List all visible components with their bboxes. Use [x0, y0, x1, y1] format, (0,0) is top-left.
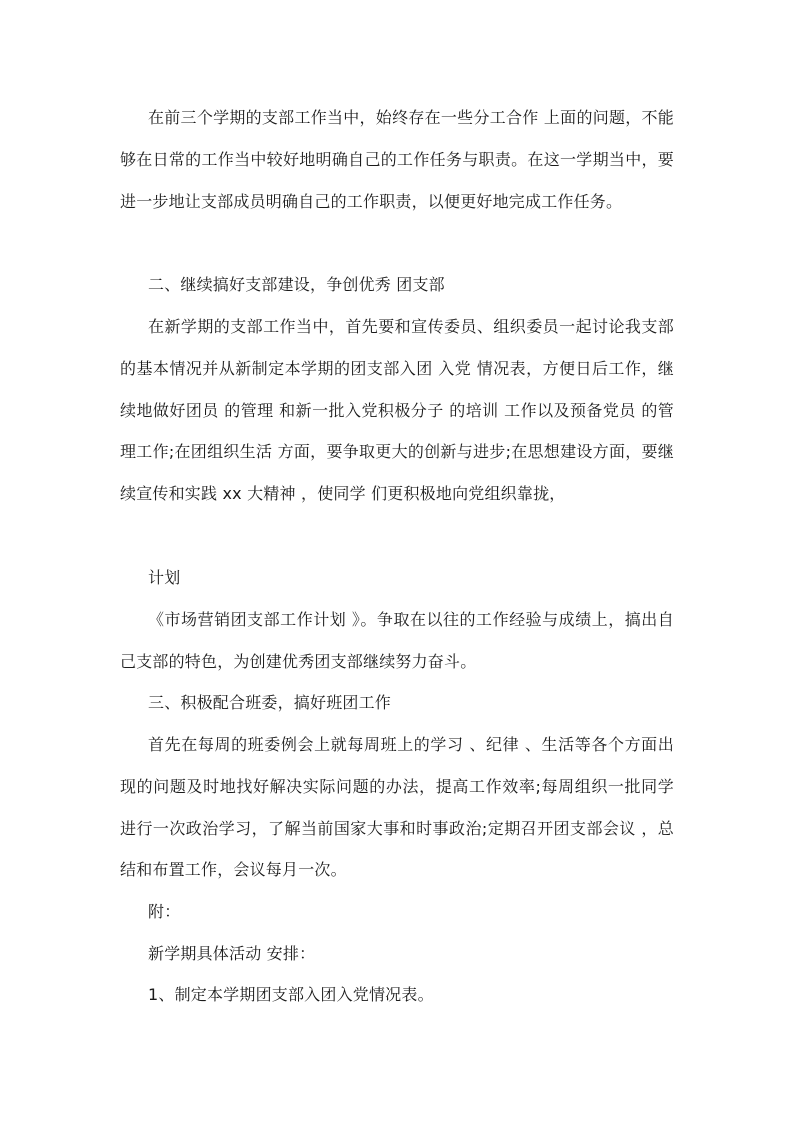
heading-section-two: 二、继续搞好支部建设，争创优秀 团支部	[148, 275, 445, 294]
heading-section-three: 三、积极配合班委，搞好班团工作	[148, 693, 392, 712]
paragraph-plan-label: 计划	[148, 568, 181, 587]
paragraph-activity-schedule: 新学期具体活动 安排：	[148, 944, 316, 963]
paragraph-division-of-labor: 在前三个学期的支部工作当中，始终存在一些分工合作 上面的问题，不能够在日常的工作当中较好地明确自己的工作任务与职责。在这一学期当中，要进一步地让支部成员明确自己的工作职责，以便更好地完成工作任务。	[120, 108, 674, 211]
paragraph-class-committee: 首先在每周的班委例会上就每周班上的学习 、纪律 、生活等各个方面出现的问题及时地找好解决实际问题的办法，提高工作效率;每周组织一批同学进行一次政治学习，了解当前国家大事和时事政治;定期召开团支部会议 ，总结和布置工作，会议每月一次。	[120, 735, 674, 880]
paragraph-item-one: 1、制定本学期团支部入团入党情况表。	[148, 985, 434, 1004]
paragraph-appendix-label: 附：	[148, 902, 181, 921]
paragraph-marketing-plan: 《市场营销团支部工作计划 》。争取在以往的工作经验与成绩上，搞出自己支部的特色，为创建优秀团支部继续努力奋斗。	[120, 610, 674, 671]
paragraph-branch-building: 在新学期的支部工作当中，首先要和宣传委员、组织委员一起讨论我支部的基本情况并从新制定本学期的团支部入团 入党 情况表，方便日后工作，继续地做好团员 的管理 和新一批入党积极分子 的培训 工作以及预备党员 的管理工作;在团组织生活 方面，要争取更大的创新与进步;在思想建设方面，要继续宣传和实践 xx 大精神 ，使同学 们更积极地向党组织靠拢，	[120, 317, 674, 504]
